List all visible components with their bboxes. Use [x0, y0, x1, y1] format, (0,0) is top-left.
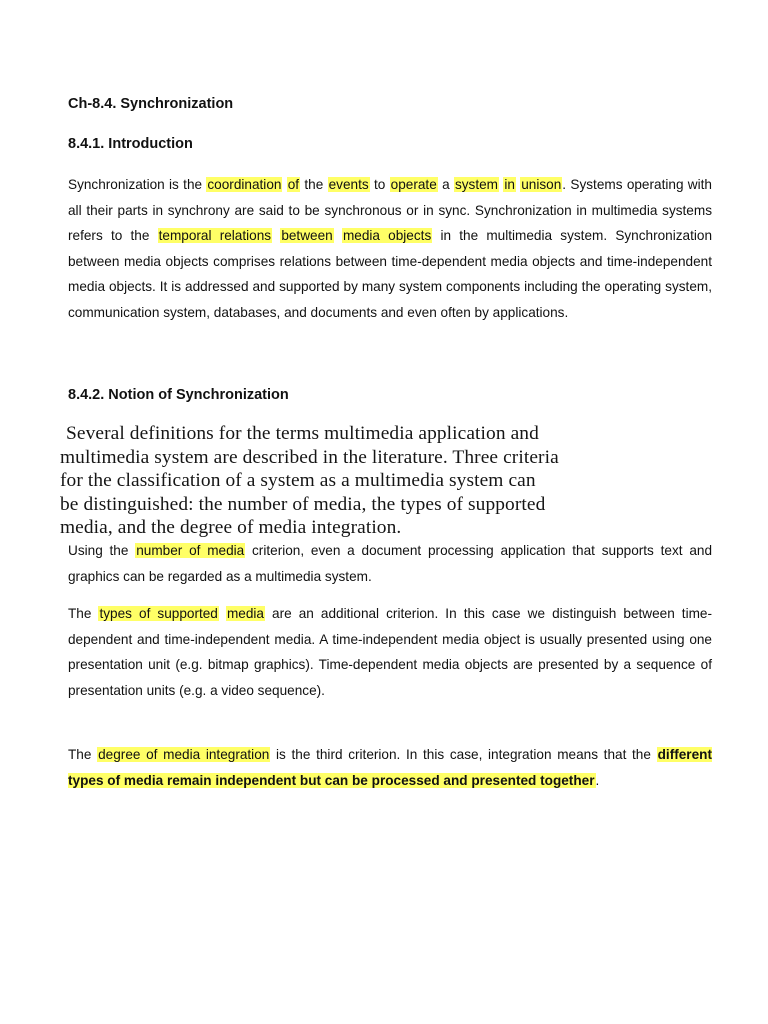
highlight-number-of-media: number of media [136, 543, 245, 558]
text-run: Synchronization is the [68, 177, 207, 192]
highlight-different-types-of-media: different types of media remain independent but can be processed and presented together [68, 747, 712, 788]
introduction-heading: 8.4.1. Introduction [68, 136, 193, 152]
text-run: The [68, 606, 99, 621]
scanned-quote-line: Several definitions for the terms multimedia application and [66, 423, 539, 444]
highlight-coordination: coordination [207, 177, 282, 192]
highlight-media-objects: media objects [342, 228, 432, 243]
chapter-heading: Ch-8.4. Synchronization [68, 96, 234, 112]
highlight-between: between [281, 228, 333, 243]
text-run: are an additional criterion. In this case we distinguish between time-dependent and time-independent media. A time-independent media object is usually presented using one presentation unit (e.g. bitmap graphics). Time-dependent media objects are presented by a sequence of presentation units (e.g. a video sequence). [68, 606, 713, 698]
highlight-operate: operate [390, 177, 437, 192]
text-run: criterion, even a document processing application that supports text and graphics can be regarded as a multimedia system. [68, 543, 712, 584]
text-run: Using the [68, 543, 136, 558]
text-run: is the third criterion. In this case, integration means that the [270, 747, 657, 762]
scanned-quote-image [60, 422, 714, 540]
highlight-types-of-supported: types of supported [99, 606, 218, 621]
text-run: to [369, 177, 390, 192]
scanned-quote-line: for the classification of a system as a multimedia system can [60, 470, 536, 492]
highlight-events: events [328, 177, 369, 192]
text-run: The [68, 747, 98, 762]
highlight-of: of [287, 177, 300, 192]
scanned-quote-line: multimedia system are described in the literature. Three criteria [60, 446, 559, 468]
text-run: in the multimedia system. Synchronization between media objects comprises relations between time-dependent media objects and time-independent media objects. It is addressed and supported by many system components including the operating system, communication system, databases, and documents and even often by applications. [68, 228, 713, 320]
scanned-quote-line: be distinguished: the number of media, the types of supported [60, 493, 546, 515]
highlight-temporal-relations: temporal relations [158, 228, 272, 243]
text-run [219, 606, 226, 621]
number-of-media-paragraph [68, 538, 712, 589]
introduction-paragraph [68, 172, 712, 325]
scanned-quote-line: media, and the degree of media integration. [60, 517, 402, 539]
text-run: . Systems operating with all their parts in synchrony are said to be synchronous or in sync. Synchronization in multimedia systems refers to the [68, 177, 712, 243]
text-run: . [595, 772, 600, 788]
highlight-unison: unison [521, 177, 562, 192]
highlight-media: media [226, 606, 264, 621]
text-run [334, 228, 342, 243]
highlight-in: in [504, 177, 515, 192]
highlight-system: system [454, 177, 499, 192]
text-run: a [437, 177, 454, 192]
highlight-degree-of-media-integration: degree of media integration [98, 747, 270, 762]
notion-heading: 8.4.2. Notion of Synchronization [68, 387, 289, 403]
degree-of-integration-paragraph [68, 742, 712, 793]
types-of-media-paragraph [68, 601, 712, 703]
text-run: the [300, 177, 328, 192]
